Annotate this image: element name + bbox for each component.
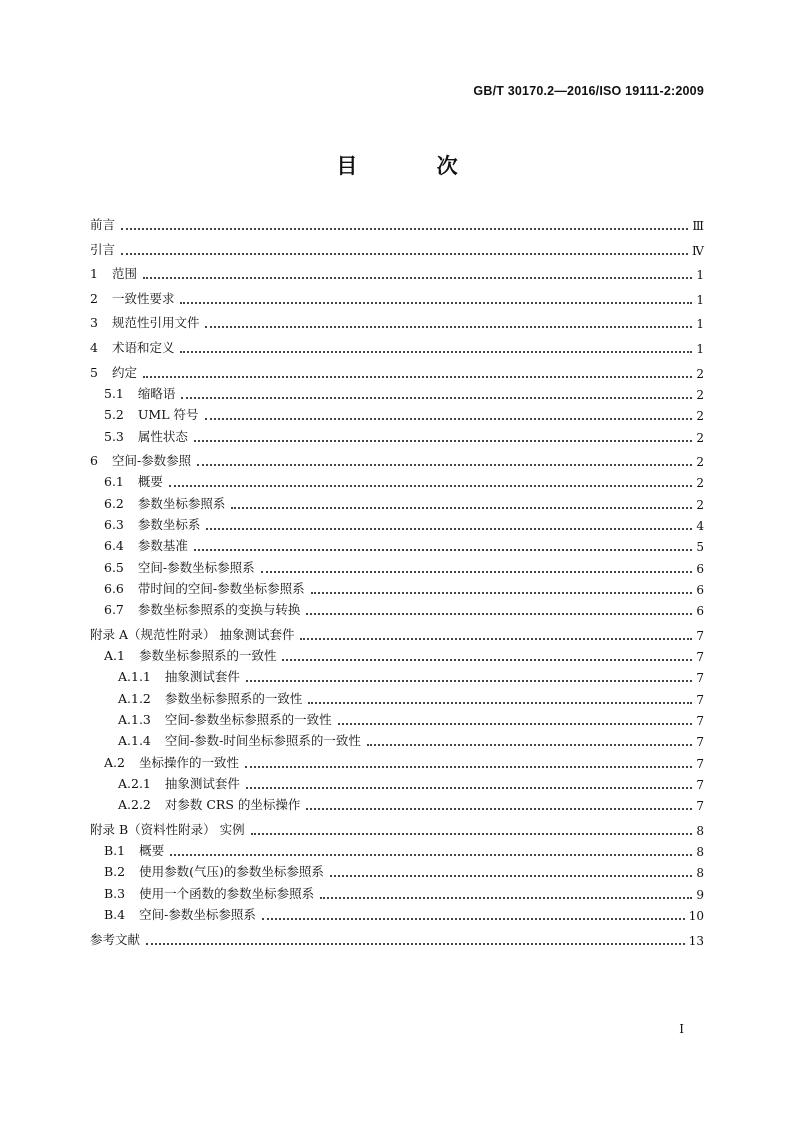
toc-entry-text: 参数坐标参照系的变换与转换	[137, 602, 301, 618]
toc-entry-number: 6.3	[104, 517, 124, 532]
toc-entry-number: 6.1	[104, 474, 124, 490]
toc-entry-page: 7	[696, 714, 704, 728]
toc-entry-number: B.2	[104, 864, 126, 880]
toc-entry-page: 2	[696, 497, 704, 512]
toc-entry-text: 空间-参数坐标参照系	[137, 559, 255, 575]
toc-entry-text: 参数基准	[137, 538, 188, 554]
toc-entry[interactable]	[90, 384, 704, 402]
toc-entry-number: A.1.2	[118, 690, 151, 706]
toc-entry-number: B.1	[104, 843, 126, 859]
toc-entry-page: 2	[696, 409, 704, 424]
toc-entry-text: 缩略语	[137, 385, 176, 401]
toc-entry-label	[104, 862, 324, 880]
toc-entry-page: 7	[696, 692, 704, 707]
dot-leader	[306, 808, 692, 810]
toc-entry-label	[90, 820, 245, 838]
toc-entry[interactable]	[90, 215, 704, 233]
toc-entry-label	[90, 289, 174, 307]
toc-entry-label	[118, 689, 302, 707]
dot-leader	[282, 659, 692, 661]
toc-entry-text: 术语和定义	[111, 340, 175, 355]
toc-entry[interactable]	[90, 536, 704, 554]
toc-entry-number: A.2.2	[118, 797, 151, 813]
toc-entry-page: 4	[696, 519, 704, 533]
toc-entry-text: 参数坐标参照系的一致性	[138, 648, 277, 664]
standard-code: GB/T 30170.2—2016/ISO 19111-2:2009	[473, 84, 704, 98]
toc-entry[interactable]	[90, 710, 704, 728]
toc-entry-page: 6	[696, 561, 704, 576]
dot-leader	[143, 277, 692, 279]
toc-entry-number: B.3	[104, 885, 126, 901]
toc-entry-label	[118, 667, 240, 685]
toc-entry-label	[90, 363, 137, 381]
toc-entry[interactable]	[90, 667, 704, 685]
toc-entry-number: 5	[90, 364, 98, 380]
toc-entry-text: 概要	[139, 843, 165, 859]
toc-entry[interactable]	[90, 240, 704, 258]
toc-entry-number: 6.6	[104, 580, 124, 596]
toc-entry-text: 对参数 CRS 的坐标操作	[164, 797, 301, 813]
toc-entry-label	[104, 841, 164, 859]
toc-entry-text: 概要	[137, 474, 163, 490]
toc-entry-text: 附录 A（规范性附录） 抽象测试套件	[90, 626, 295, 642]
dot-leader	[181, 397, 692, 399]
toc-entry[interactable]	[90, 515, 704, 533]
dot-leader	[180, 351, 692, 353]
toc-entry[interactable]	[90, 363, 704, 381]
toc-entry-text: 参考文献	[90, 931, 141, 947]
toc-entry-number: 5.3	[104, 428, 124, 444]
toc-entry[interactable]	[90, 625, 704, 643]
toc-entry-page: 7	[696, 799, 704, 814]
toc-entry-page: Ⅲ	[692, 219, 704, 233]
dot-leader	[146, 943, 685, 945]
toc-entry-text: 使用一个函数的参数坐标参照系	[139, 885, 315, 901]
page-number: Ⅰ	[679, 1022, 684, 1036]
toc-entry[interactable]	[90, 558, 704, 576]
toc-entry-label	[104, 384, 175, 402]
toc-entry-text: 引言	[90, 241, 116, 257]
toc-entry-page: 7	[696, 628, 704, 643]
dot-leader	[194, 549, 692, 551]
toc-entry-label	[90, 451, 191, 469]
toc-entry[interactable]	[90, 731, 704, 749]
toc-entry-label	[118, 731, 361, 749]
toc-entry-label	[104, 405, 199, 423]
toc-entry-number: 5.1	[104, 385, 124, 401]
toc-entry-number: 4	[90, 340, 98, 355]
toc-entry[interactable]	[90, 405, 704, 423]
toc-entry[interactable]	[90, 451, 704, 469]
toc-entry-page: 2	[696, 430, 704, 445]
dot-leader	[121, 253, 688, 255]
toc-entry-text: 规范性引用文件	[111, 315, 200, 331]
toc-entry-page: 9	[696, 887, 704, 902]
toc-entry-number: 2	[90, 290, 98, 306]
toc-entry-page: 2	[696, 476, 704, 491]
toc-entry[interactable]	[90, 264, 704, 282]
toc-entry-page: 7	[696, 756, 704, 771]
toc-entry-label	[90, 264, 137, 282]
toc-entry-text: 坐标操作的一致性	[138, 754, 239, 770]
toc-entry-text: 参数坐标系	[137, 517, 201, 532]
toc-entry[interactable]	[90, 753, 704, 771]
toc-entry-text: 空间-参数参照	[111, 453, 192, 469]
toc-entry-page: 7	[696, 650, 704, 665]
dot-leader	[246, 680, 692, 682]
toc-entry[interactable]	[90, 884, 704, 902]
toc-entry[interactable]	[90, 579, 704, 597]
toc-entry[interactable]	[90, 862, 704, 880]
toc-entry-text: 参数坐标参照系的一致性	[164, 690, 303, 706]
toc-entry-number: B.4	[104, 907, 126, 922]
toc-entry[interactable]	[90, 427, 704, 445]
toc-entry-text: UML 符号	[137, 407, 199, 423]
dot-leader	[251, 833, 692, 835]
dot-leader	[121, 228, 688, 230]
dot-leader	[231, 507, 692, 509]
toc-entry-label	[104, 536, 188, 554]
toc-entry-number: A.1.4	[118, 733, 151, 749]
toc-entry-text: 带时间的空间-参数坐标参照系	[137, 580, 305, 596]
toc-entry-text: 抽象测试套件	[164, 669, 240, 685]
toc-entry-page: 5	[696, 540, 704, 555]
toc-entry-page: Ⅳ	[692, 243, 704, 258]
toc-entry-label	[104, 427, 188, 445]
toc-entry-text: 约定	[111, 364, 137, 380]
toc-entry[interactable]	[90, 820, 704, 838]
dot-leader	[180, 302, 692, 304]
toc-entry[interactable]	[90, 774, 704, 792]
toc-entry-number: 6	[90, 453, 98, 469]
toc-entry-label	[104, 494, 225, 512]
dot-leader	[308, 702, 692, 704]
toc-entry-page: 8	[696, 845, 704, 860]
toc-entry[interactable]	[90, 646, 704, 664]
toc-entry-page: 7	[696, 671, 704, 686]
toc-entry-label	[104, 884, 314, 902]
toc-entry-text: 参数坐标参照系	[137, 495, 226, 511]
toc-entry-number: 3	[90, 315, 98, 331]
dot-leader	[194, 440, 692, 442]
dot-leader	[306, 613, 692, 615]
dot-leader	[261, 571, 692, 573]
toc-entry-page: 1	[696, 292, 704, 307]
toc-entry-label	[104, 515, 200, 533]
toc-entry-page: 7	[696, 735, 704, 750]
toc-entry-label	[90, 338, 174, 356]
toc-entry-text: 前言	[90, 217, 116, 232]
toc-entry[interactable]	[90, 472, 704, 490]
toc-entry-number: A.1	[104, 648, 125, 664]
toc-entry-page: 2	[696, 366, 704, 381]
toc-entry-number: 1	[90, 266, 98, 282]
toc-entry-label	[104, 600, 300, 618]
toc-entry[interactable]	[90, 841, 704, 859]
toc-entry-page: 2	[696, 387, 704, 402]
toc-entry-page: 8	[696, 823, 704, 838]
toc-entry[interactable]	[90, 338, 704, 356]
toc-entry-label	[118, 774, 240, 792]
toc-entry[interactable]	[90, 600, 704, 618]
toc-entry-number: 6.2	[104, 495, 124, 511]
toc-entry[interactable]	[90, 905, 704, 923]
toc-entry-page: 13	[688, 933, 704, 948]
toc-entry[interactable]	[90, 689, 704, 707]
toc-entry-label	[90, 313, 199, 331]
toc-entry-text: 附录 B（资料性附录） 实例	[90, 821, 245, 837]
toc-entry-page: 10	[688, 909, 704, 923]
toc-entry-page: 1	[696, 317, 704, 332]
toc-entry-text: 空间-参数-时间坐标参照系的一致性	[164, 733, 361, 749]
toc-entry-text: 抽象测试套件	[164, 775, 240, 791]
dot-leader	[197, 464, 692, 466]
toc-entry-label	[104, 558, 255, 576]
toc-entry[interactable]	[90, 930, 704, 948]
toc-entry-page: 6	[696, 582, 704, 597]
toc-entry-label	[104, 579, 305, 597]
dot-leader	[170, 854, 692, 856]
toc-entry-page: 7	[696, 777, 704, 792]
dot-leader	[169, 485, 692, 487]
toc-entry-page: 6	[696, 604, 704, 619]
toc-entry-number: 6.5	[104, 559, 124, 575]
toc-entry-label	[90, 930, 140, 948]
toc-entry-label	[104, 646, 276, 664]
toc-entry-number: 5.2	[104, 407, 124, 423]
toc-entry-number: A.1.1	[118, 669, 151, 685]
toc-entry-label	[104, 472, 163, 490]
toc-entry-text: 空间-参数坐标参照系的一致性	[164, 712, 332, 727]
toc-entry-label	[118, 795, 300, 813]
dot-leader	[320, 897, 692, 899]
dot-leader	[246, 787, 692, 789]
toc-entry-number: A.1.3	[118, 712, 151, 727]
dot-leader	[330, 875, 692, 877]
toc-entry-text: 一致性要求	[111, 290, 175, 306]
toc-entry-text: 空间-参数坐标参照系	[139, 907, 256, 922]
toc-entry-page: 1	[696, 342, 704, 356]
toc-entry-text: 使用参数(气压)的参数坐标参照系	[139, 864, 324, 880]
toc-entry-label	[118, 710, 332, 728]
toc-entry-number: A.2	[104, 754, 125, 770]
dot-leader	[143, 376, 692, 378]
toc-entry-page: 1	[696, 268, 704, 283]
dot-leader	[245, 766, 692, 768]
toc-entry-label	[90, 215, 115, 233]
toc-entry-label	[90, 240, 115, 258]
toc-entry-text: 属性状态	[137, 428, 188, 444]
toc-entry-number: A.2.1	[118, 775, 151, 791]
toc-entry-page: 2	[696, 455, 704, 470]
toc-entry-label	[104, 753, 239, 771]
toc-entry[interactable]	[90, 289, 704, 307]
page-title: 目 次	[336, 154, 494, 178]
dot-leader	[367, 744, 692, 746]
dot-leader	[300, 638, 692, 640]
toc-entry-label	[104, 905, 256, 923]
toc-entry-label	[90, 625, 294, 643]
dot-leader	[311, 592, 692, 594]
toc-entry-page: 8	[696, 866, 704, 881]
toc-entry-number: 6.4	[104, 538, 124, 554]
dot-leader	[205, 326, 692, 328]
dot-leader	[338, 723, 692, 725]
toc-entry[interactable]	[90, 795, 704, 813]
toc-entry[interactable]	[90, 494, 704, 512]
toc-entry-number: 6.7	[104, 602, 124, 618]
dot-leader	[205, 418, 693, 420]
dot-leader	[262, 918, 685, 920]
toc-entry[interactable]	[90, 313, 704, 331]
toc-entry-text: 范围	[111, 266, 137, 282]
dot-leader	[206, 528, 692, 530]
